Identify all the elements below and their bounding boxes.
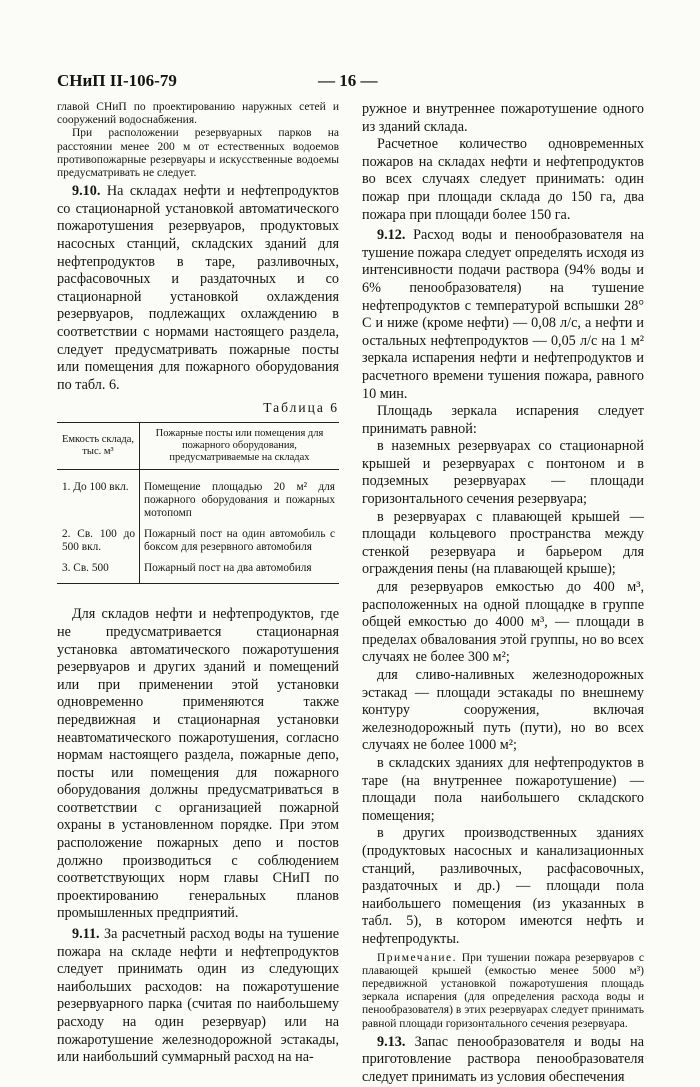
table-row (57, 558, 339, 584)
table-header: Пожарные посты или помещения для пожарного оборудования, предусматриваемые на складах (140, 423, 340, 470)
section-number: 9.11. (72, 926, 100, 943)
paragraph: Площадь зеркала испарения следует принимать равной: (362, 403, 644, 437)
table-row (57, 470, 339, 525)
paragraph: При расположении резервуарных парков на расстоянии менее 200 м от естественных водоемов противопожарные резервуары и искусственные водоемы предусматривать не следует. (57, 127, 339, 180)
page-number: — 16 — (318, 71, 378, 90)
right-column (362, 101, 644, 1087)
note (362, 952, 644, 1031)
section-number: 9.12. (377, 227, 406, 244)
section-text: За расчетный расход воды на тушение пожара на складе нефти и нефтепродуктов следует принимать один из следующих наибольших расходов: на пожаротушение резервуарного парка (считая по наибольшему расходу на один резервуар) или на пожаротушение железнодорожной эстакады, или наибольший суммарный расход на на- (57, 926, 340, 1066)
section-text: На складах нефти и нефтепродуктов со стационарной установкой автоматического пожаротушения резервуаров, продуктовых насосных станций, складских зданий для нефтепродуктов в таре, разливочных, расфасовочных и раздаточных и со стационарной установкой охлаждения резервуаров, подлежащих охлаждению в соответствии с нормами настоящего раздела, следует предусматривать пожарные посты или помещения для пожарного оборудования по табл. 6. (57, 183, 340, 393)
table-caption: Таблица 6 (263, 400, 339, 416)
document-code: СНиП II-106-79 (57, 71, 177, 90)
list-item: в наземных резервуарах со стационарной крышей и резервуарах с понтоном и в подземных резервуарах — площади горизонтального сечения резервуара; (362, 438, 644, 508)
table-6 (57, 422, 339, 584)
paragraph: главой СНиП по проектированию наружных сетей и сооружений водоснабжения. (57, 101, 339, 127)
note-text: При тушении пожара резервуаров с плавающей крышей (емкостью менее 5000 м³) передвижной установкой пожаротушения площадь зеркала испарения (для определения расхода воды и пенообразователя) в этих резервуарах следует принимать равной площади горизонтального сечения резервуара. (362, 951, 644, 1030)
section-9-13 (362, 1034, 644, 1087)
section-number: 9.13. (377, 1033, 406, 1050)
section-9-11 (57, 926, 339, 1067)
table-cell: 2. Св. 100 до 500 вкл. (57, 524, 140, 558)
table-cell: Пожарный пост на два автомобиля (140, 558, 340, 584)
section-text: Расход воды и пенообразователя на тушение пожара следует определять исходя из интенсивности подачи раствора (94% воды и 6% пенообразователя) на тушение нефтепродуктов с температурой вспышки 28° С и ниже (кроме нефти) — 0,08 л/с, а нефти и остальных нефтепродуктов — 0,05 л/с на 1 м² зеркала испарения нефти и нефтепродуктов и расчетного времени тушения пожара, равного 10 мин. (362, 227, 644, 402)
table-cell: 3. Св. 500 (57, 558, 140, 584)
section-number: 9.10. (72, 183, 101, 200)
table-cell: 1. До 100 вкл. (57, 470, 140, 525)
table-cell: Помещение площадью 20 м² для пожарного оборудования и пожарных мотопомп (144, 481, 335, 520)
list-item: для сливо-наливных железнодорожных эстакад — площади эстакады по внешнему контуру сооружения, включая железнодорожный путь (пути), но во всех случаях не более 1000 м²; (362, 667, 644, 754)
section-9-10 (57, 183, 339, 394)
list-item: в других производственных зданиях (продуктовых насосных и канализационных станций, разливочных, расфасовочных, раздаточных и др.) — площади пола наибольшего помещения (из указанных в табл. 5), в котором имеются нефть и нефтепродукты. (362, 825, 644, 947)
section-text: Запас пенообразователя и воды на приготовление раствора пенообразователя следует принимать из условия обеспечения (362, 1033, 644, 1085)
paragraph: Расчетное количество одновременных пожаров на складах нефти и нефтепродуктов во всех случаях следует принимать: один пожар при площади склада до 150 га, два пожара при площади более 150 га. (362, 136, 644, 223)
paragraph: ружное и внутреннее пожаротушение одного из зданий склада. (362, 101, 644, 135)
left-column (57, 101, 339, 1067)
table-cell: Пожарный пост на один автомобиль с боксом для резервного автомобиля (144, 528, 335, 554)
paragraph: Для складов нефти и нефтепродуктов, где не предусматривается стационарная установка автоматического пожаротушения резервуаров и других зданий и помещений или при применении этой установки одновременно применяются также передвижная и стационарная установки неавтоматического пожаротушения, согласно нормам настоящего раздела, пожарные депо, посты или помещения для пожарного оборудования должны предусматриваться в соответствии с организацией пожарной охраны в установленном порядке. При этом расположение пожарных депо и постов должно производиться с соблюдением соответствующих норм главы СНиП по проектированию генеральных планов промышленных предприятий. (57, 606, 339, 922)
list-item: для резервуаров емкостью до 400 м³, расположенных на одной площадке в группе общей емкостью до 4000 м³, — площади в пределах обвалования этой группы, но во всех случаях не более 300 м²; (362, 579, 644, 666)
table-row (57, 524, 339, 558)
list-item: в резервуарах с плавающей крышей — площади кольцевого пространства между стенкой резервуара и барьером для ограждения пены (на плавающей крыше); (362, 508, 644, 578)
section-9-12 (362, 227, 644, 403)
list-item: в складских зданиях для нефтепродуктов в таре (на внутреннее пожаротушение) — площади пола наибольшего складского помещения; (362, 754, 644, 824)
table-header: Емкость склада, тыс. м³ (57, 423, 140, 470)
note-label: Примечание. (377, 951, 457, 964)
